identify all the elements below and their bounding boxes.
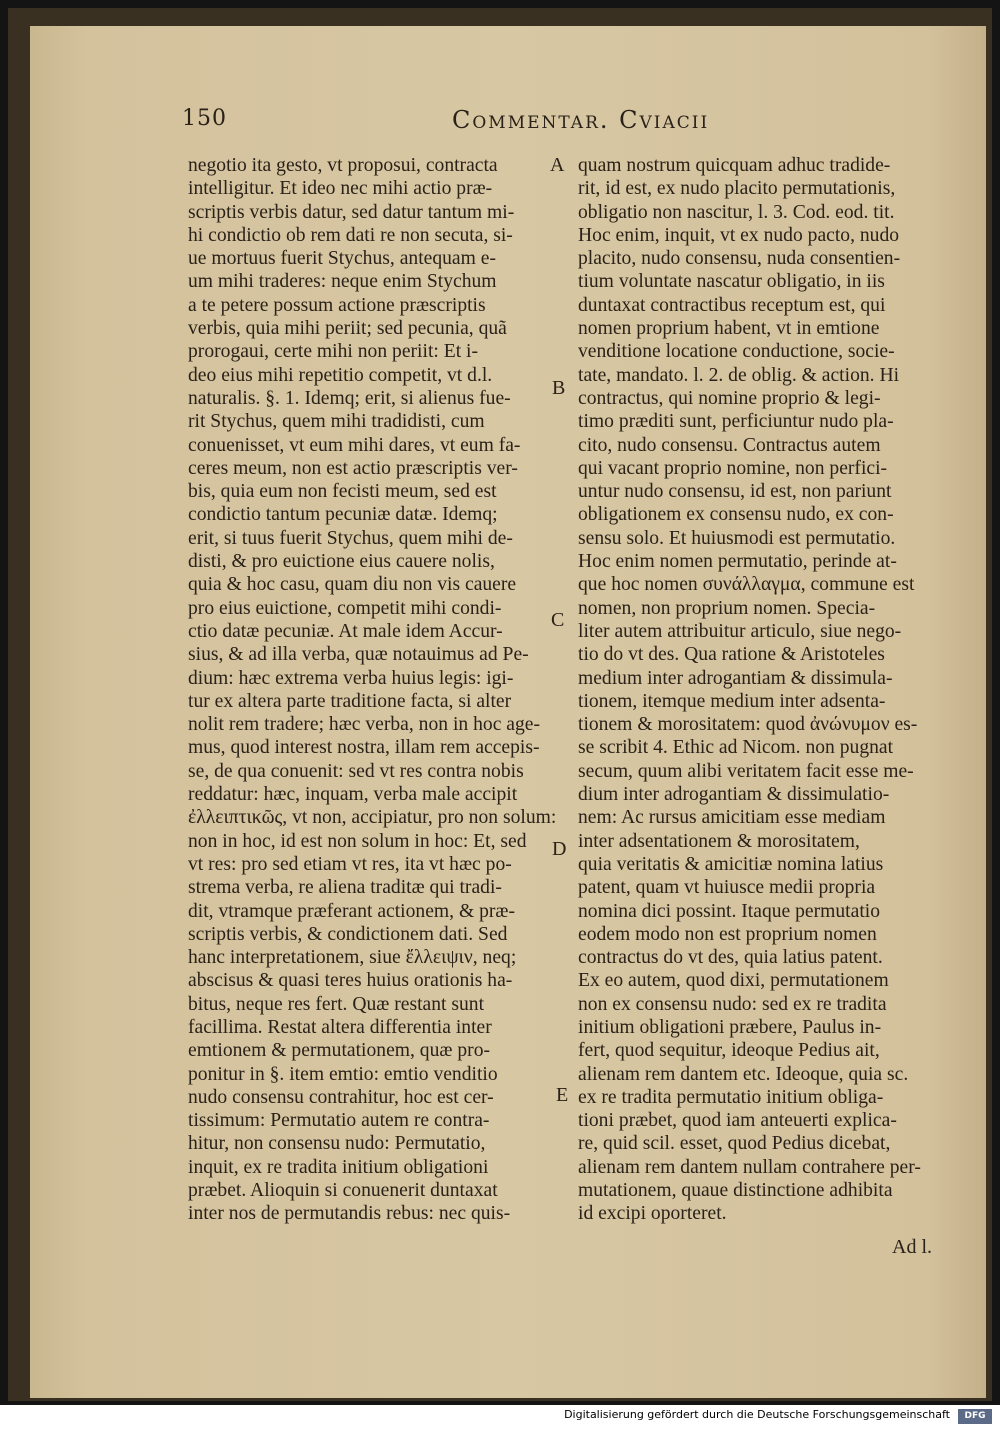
left-column-line: condictio tantum pecuniæ datæ. Idemq;: [188, 504, 498, 526]
right-column-line: id excipi oporteret.: [578, 1203, 727, 1225]
left-column-line: tissimum: Permutatio autem re contra-: [188, 1110, 490, 1132]
left-column-line: tur ex altera parte traditione facta, si alter: [188, 690, 512, 712]
right-column-line: Hoc enim, inquit, vt ex nudo pacto, nudo: [578, 224, 900, 246]
funding-notice: Digitalisierung gefördert durch die Deutsche Forschungsgemeinschaft: [564, 1408, 950, 1421]
left-column-line: ceres meum, non est actio præscriptis ver-: [188, 457, 518, 479]
left-column-line: a te petere possum actione præscriptis: [188, 294, 486, 316]
right-column-line: placito, nudo consensu, nuda consentien-: [578, 248, 901, 270]
dfg-logo: DFG: [958, 1409, 992, 1424]
right-column-line: liter autem attribuitur articulo, siue nego-: [578, 620, 902, 642]
right-column-line: obligationem ex consensu nudo, ex con-: [578, 504, 894, 526]
right-column-line: qui vacant proprio nomine, non perfici-: [578, 457, 888, 479]
right-column-line: cito, nudo consensu. Contractus autem: [578, 434, 881, 456]
left-column-line: ἐλλειπτικῶς, vt non, accipiatur, pro non solum:: [188, 807, 557, 829]
left-column-line: abscisus & quasi teres huius orationis ha-: [188, 970, 513, 992]
left-column-line: præbet. Alioquin si conuenerit duntaxat: [188, 1180, 498, 1202]
right-column-line: secum, quum alibi veritatem facit esse me-: [578, 760, 914, 782]
binding-board: [8, 8, 992, 1401]
left-column-line: scriptis verbis datur, sed datur tantum mi-: [188, 201, 515, 223]
left-column-line: bis, quia eum non fecisti meum, sed est: [188, 481, 497, 503]
left-column-line: inter nos de permutandis rebus: nec quis-: [188, 1203, 511, 1225]
page-number: 150: [182, 106, 227, 131]
margin-letter-c: C: [551, 609, 565, 631]
left-column-line: mus, quod interest nostra, illam rem accepis-: [188, 737, 540, 759]
left-column-line: pro eius euictione, competit mihi condi-: [188, 597, 502, 619]
left-column-line: strema verba, re aliena traditæ qui tradi-: [188, 877, 502, 899]
left-column-line: reddatur: hæc, inquam, verba male accipit: [188, 784, 518, 806]
right-column-line: mutationem, quaue distinctione adhibita: [578, 1180, 893, 1202]
right-column-line: nomina dici possint. Itaque permutatio: [578, 900, 881, 922]
right-column-line: se scribit 4. Ethic ad Nicom. non pugnat: [578, 737, 894, 759]
margin-letter-b: B: [552, 377, 566, 399]
right-column-line: alienam rem dantem etc. Ideoque, quia sc.: [578, 1063, 909, 1085]
right-column-line: Ex eo autem, quod dixi, permutationem: [578, 970, 889, 992]
right-column-line: timo præditi sunt, perficiuntur nudo pla-: [578, 411, 894, 433]
left-column-line: facillima. Restat altera differentia inter: [188, 1016, 492, 1038]
right-column-line: tioni præbet, quod iam anteuerti explica-: [578, 1110, 897, 1132]
right-column-line: alienam rem dantem nullam contrahere per-: [578, 1156, 921, 1178]
left-column-line: erit, si tuus fuerit Stychus, quem mihi de-: [188, 527, 513, 549]
right-column-line: initium obligationi præbere, Paulus in-: [578, 1016, 882, 1038]
left-text-column: [188, 154, 558, 1226]
right-column-line: duntaxat contractibus receptum est, qui: [578, 294, 886, 316]
right-column-line: quia veritatis & amicitiæ nomina latius: [578, 853, 884, 875]
margin-letter-a: A: [550, 154, 565, 176]
left-column-line: dium: hæc extrema verba huius legis: igi-: [188, 667, 514, 689]
right-column-line: patent, quam vt huiusce medii propria: [578, 877, 876, 899]
right-column-line: ex re tradita permutatio initium obliga-: [578, 1086, 884, 1108]
left-column-line: sius, & ad illa verba, quæ notauimus ad Pe-: [188, 644, 529, 666]
right-column-line: nomen, non proprium nomen. Specia-: [578, 597, 876, 619]
left-column-line: bitus, neque res fert. Quæ restant sunt: [188, 993, 485, 1015]
footer-bar: [0, 1405, 1000, 1429]
catchword: Ad l.: [892, 1236, 932, 1258]
running-head: Commentar. Cviacii: [452, 106, 710, 134]
left-column-line: negotio ita gesto, vt proposui, contracta: [188, 155, 498, 176]
left-column-line: nudo consensu contrahitur, hoc est cer-: [188, 1086, 494, 1108]
right-column-line: Hoc enim nomen permutatio, perinde at-: [578, 551, 897, 573]
left-column-line: ue mortuus fuerit Stychus, antequam e-: [188, 248, 496, 270]
left-column-line: se, de qua conuenit: sed vt res contra nobis: [188, 760, 524, 782]
right-column-line: tio do vt des. Qua ratione & Aristoteles: [578, 644, 885, 666]
left-column-line: deo eius mihi repetitio competit, vt d.l.: [188, 364, 493, 386]
right-column-line: tium voluntate nascatur obligatio, in iis: [578, 271, 885, 293]
margin-letter-e: E: [556, 1084, 569, 1106]
right-text-column: [578, 154, 956, 1226]
right-column-line: untur nudo consensu, id est, non pariunt: [578, 481, 892, 503]
right-column-line: medium inter adrogantiam & dissimula-: [578, 667, 893, 689]
right-column-line: tate, mandato. l. 2. de oblig. & action. Hi: [578, 364, 900, 386]
right-column-line: nomen proprium habent, vt in emtione: [578, 318, 880, 340]
left-column-line: hanc interpretationem, siue ἔλλειψιν, neq;: [188, 947, 517, 969]
left-column-line: vt res: pro sed etiam vt res, ita vt hæc po-: [188, 853, 512, 875]
page-header: [182, 106, 972, 140]
right-column-line: que hoc nomen συνάλλαγμα, commune est: [578, 574, 915, 596]
right-column-line: rit, id est, ex nudo placito permutationis,: [578, 178, 896, 200]
right-column-line: dium inter adrogantiam & dissimulatio-: [578, 784, 890, 806]
right-column-line: inter adsentationem & morositatem,: [578, 830, 860, 852]
right-column-line: tionem & morositatem: quod ἀνώνυμον es-: [578, 714, 918, 736]
margin-letter-d: D: [552, 838, 567, 860]
left-column-line: dit, vtramque præferant actionem, & præ-: [188, 900, 516, 922]
left-column-line: conuenisset, vt eum mihi dares, vt eum fa-: [188, 434, 521, 456]
right-column-line: eodem modo non est proprium nomen: [578, 923, 877, 945]
left-column-line: verbis, quia mihi periit; sed pecunia, quã: [188, 318, 507, 340]
right-column-line: fert, quod sequitur, ideoque Pedius ait,: [578, 1040, 880, 1062]
right-column-line: quam nostrum quicquam adhuc tradide-: [578, 155, 891, 176]
right-column-line: sensu solo. Et huiusmodi est permutatio.: [578, 527, 896, 549]
left-column-line: emtionem & permutationem, quæ pro-: [188, 1040, 491, 1062]
left-column-line: hitur, non consensu nudo: Permutatio,: [188, 1133, 486, 1155]
right-column-line: contractus do vt des, quia latius patent.: [578, 947, 883, 969]
left-column-line: um mihi traderes: neque enim Stychum: [188, 271, 497, 293]
book-page: [30, 26, 986, 1398]
left-column-line: non in hoc, id est non solum in hoc: Et, sed: [188, 830, 527, 852]
left-column-line: disti, & pro euictione eius cauere nolis,: [188, 551, 495, 573]
left-column-line: naturalis. §. 1. Idemq; erit, si alienus fue-: [188, 387, 511, 409]
right-column-line: obligatio non nascitur, l. 3. Cod. eod. tit.: [578, 201, 895, 223]
left-column-line: nolit rem tradere; hæc verba, non in hoc age-: [188, 714, 541, 736]
left-column-line: ponitur in §. item emtio: emtio venditio: [188, 1063, 498, 1085]
left-column-line: rit Stychus, quem mihi tradidisti, cum: [188, 411, 485, 433]
right-column-line: non ex consensu nudo: sed ex re tradita: [578, 993, 887, 1015]
left-column-line: inquit, ex re tradita initium obligationi: [188, 1156, 489, 1178]
left-column-line: prorogaui, certe mihi non periit: Et i-: [188, 341, 479, 363]
left-column-line: scriptis verbis, & condictionem dati. Sed: [188, 923, 508, 945]
left-column-line: quia & hoc casu, quam diu non vis cauere: [188, 574, 517, 596]
right-column-line: tionem, itemque medium inter adsenta-: [578, 690, 886, 712]
right-column-line: nem: Ac rursus amicitiam esse mediam: [578, 807, 886, 829]
left-column-line: ctio datæ pecuniæ. At male idem Accur-: [188, 620, 503, 642]
left-column-line: intelligitur. Et ideo nec mihi actio præ-: [188, 178, 493, 200]
left-column-line: hi condictio ob rem dati re non secuta, si-: [188, 224, 513, 246]
right-column-line: contractus, qui nomine proprio & legi-: [578, 387, 881, 409]
right-column-line: re, quid scil. esset, quod Pedius dicebat,: [578, 1133, 891, 1155]
right-column-line: venditione locatione conductione, socie-: [578, 341, 895, 363]
